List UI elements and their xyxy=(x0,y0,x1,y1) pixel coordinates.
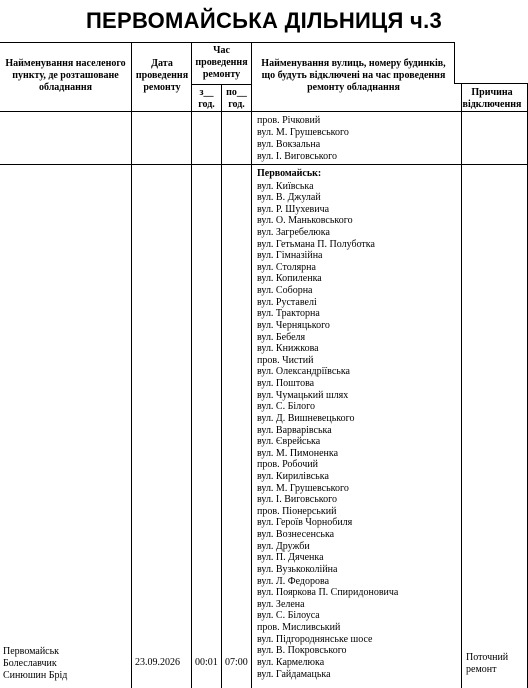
header-streets: Найменування вулиць, номеру будинків, що будуть відключені на час проведення ремонту обладнання xyxy=(261,58,446,93)
header-from: з__ год. xyxy=(198,87,215,110)
street-item: вул. С. Білоуса xyxy=(257,610,320,622)
street-item: вул. Загребелюка xyxy=(257,226,330,238)
header-time: Час проведення ремонту xyxy=(195,45,248,80)
header-settlement: Найменування населеного пункту, де розташоване обладнання xyxy=(5,58,126,93)
street-item: вул. Тракторна xyxy=(257,308,320,320)
time-to: 07:00 xyxy=(225,657,248,668)
street-item: вул. Вознесенська xyxy=(257,529,335,541)
street-item: вул. В. Покровського xyxy=(257,645,347,657)
street-item: пров. Річковий xyxy=(257,115,321,126)
street-item: вул. Гетьмана П. Полуботка xyxy=(257,238,375,250)
street-item: вул. Чумацький шлях xyxy=(257,389,349,401)
street-item: вул. О. Маньковського xyxy=(257,215,353,227)
street-item: вул. Гімназійна xyxy=(257,250,323,262)
street-item: вул. Київська xyxy=(257,180,314,192)
street-item: вул. Соборна xyxy=(257,285,313,297)
header-reason: Причина відключення xyxy=(462,87,522,110)
street-item: вул. Варварівська xyxy=(257,424,332,436)
street-item: вул. Зелена xyxy=(257,598,305,610)
settlement-name: Синюшин Брід xyxy=(3,670,68,681)
street-item: вул. Л. Федорова xyxy=(257,575,330,587)
settlement-name: Болеславчик xyxy=(3,658,57,669)
street-item: вул. Столярна xyxy=(257,261,316,273)
street-item: вул. Руставелі xyxy=(257,296,317,308)
header-to: по__ год. xyxy=(226,87,247,110)
street-item: вул. П. Дяченка xyxy=(257,552,324,564)
street-item: вул. І. Виговського xyxy=(257,151,337,162)
street-item: вул. М. Пимоненка xyxy=(257,447,339,459)
street-item: вул. Д. Вишневецького xyxy=(257,412,355,424)
header-date: Дата проведення ремонту xyxy=(135,58,189,93)
street-item: вул. Бебеля xyxy=(257,331,306,343)
reason-line: ремонт xyxy=(466,664,497,675)
street-item: вул. Гайдамацька xyxy=(257,668,331,680)
street-item: вул. Пояркова П. Спиридоновича xyxy=(257,587,399,599)
street-item: вул. М. Грушевського xyxy=(257,127,349,138)
city-label: Первомайськ: xyxy=(257,168,322,179)
street-item: пров. Робочий xyxy=(257,459,318,471)
repair-date: 23.09.2026 xyxy=(135,657,180,668)
time-from: 00:01 xyxy=(195,657,218,668)
page-title: ПЕРВОМАЙСЬКА ДІЛЬНИЦЯ ч.3 xyxy=(85,8,443,33)
street-item: вул. Єврейська xyxy=(257,436,321,448)
street-item: вул. Копиленка xyxy=(257,273,322,285)
street-item: вул. Дружби xyxy=(257,540,310,552)
street-item: вул. М. Грушевського xyxy=(257,482,349,494)
street-item: вул. Кирилівська xyxy=(257,471,329,482)
settlement-name: Первомайськ xyxy=(3,646,60,657)
street-item: вул. Вузькоколійна xyxy=(257,563,338,575)
street-item: вул. Р. Шухевича xyxy=(257,203,330,215)
reason-line: Поточний xyxy=(466,652,509,663)
street-item: пров. Піонерський xyxy=(257,505,337,517)
street-item: вул. Підгороднянське шосе xyxy=(257,633,373,645)
street-item: вул. Олександріївська xyxy=(257,366,350,378)
street-item: пров. Чистий xyxy=(257,354,314,366)
street-item: вул. І. Виговського xyxy=(257,494,337,506)
street-item: вул. Книжкова xyxy=(257,343,319,355)
street-item: вул. Героїв Чорнобиля xyxy=(257,517,353,529)
street-item: вул. Кармелюка xyxy=(257,656,325,668)
street-item: пров. Мисливський xyxy=(257,622,341,634)
street-item: вул. В. Джулай xyxy=(257,192,321,204)
street-item: вул. С. Білого xyxy=(257,401,315,413)
street-item: вул. Черняцького xyxy=(257,319,330,331)
street-item: вул. Вокзальна xyxy=(257,139,321,150)
street-item: вул. Поштова xyxy=(257,378,315,390)
